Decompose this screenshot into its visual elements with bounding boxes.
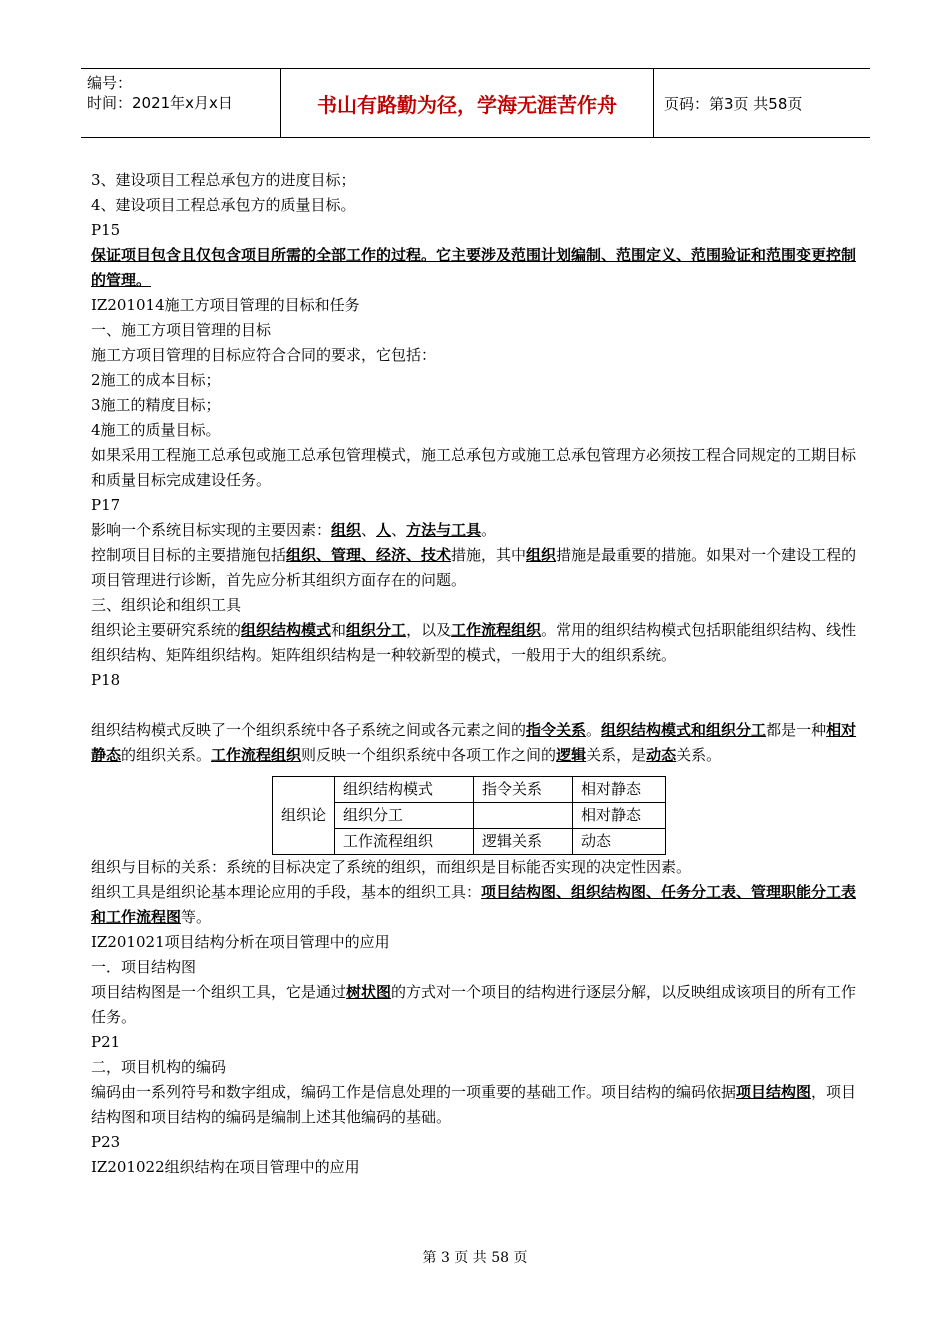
bold-text: 工作流程组织 — [451, 621, 542, 639]
section-heading: 一．项目结构图 — [91, 958, 197, 976]
text: 措施是最重要的措施。如果对一个建设工程的项目管理进行诊断，首先应分析其组织方面存在的问题。 — [91, 546, 857, 589]
text: 的组织关系。 — [121, 746, 212, 764]
bold-text: 方法与工具 — [406, 521, 482, 539]
paragraph: 3、建设项目工程总承包方的进度目标； — [91, 171, 356, 189]
paragraph — [91, 618, 861, 668]
text: 、 — [361, 521, 377, 539]
paragraph — [91, 543, 861, 593]
paragraph: 2施工的成本目标； — [91, 371, 221, 389]
paragraph: P18 — [91, 671, 121, 689]
section-heading: IZ201014施工方项目管理的目标和任务 — [91, 296, 360, 314]
paragraph: 3施工的精度目标； — [91, 396, 221, 414]
table-cell: 指令关系 — [474, 777, 573, 803]
header-page-info: 页码：第3页 共58页 — [664, 94, 803, 113]
bold-text: 组织分工 — [346, 621, 407, 639]
section-heading: IZ201022组织结构在项目管理中的应用 — [91, 1158, 360, 1176]
text: 。常用的组织结构模式包括职能组织结构、线性组织结构、矩阵组织结构。矩阵组织结构是一种较新型的模式，一般用于大的组织系统。 — [91, 621, 857, 664]
bold-text: 组织 — [331, 521, 362, 539]
text: 关系。 — [676, 746, 722, 764]
table-cell: 动态 — [573, 829, 666, 855]
paragraph: 4施工的质量目标。 — [91, 421, 221, 439]
bold-text: 项目结构图、组织结构图、任务分工表、管理职能分工表和工作流程图 — [91, 883, 857, 926]
text: 项目结构图是一个组织工具，它是通过 — [91, 983, 347, 1001]
table-cell: 相对静态 — [573, 803, 666, 829]
text: 关系，是 — [586, 746, 647, 764]
text: 编码由一系列符号和数字组成，编码工作是信息处理的一项重要的基础工作。项目结构的编码依据 — [91, 1083, 737, 1101]
bold-text: 相对静态 — [91, 721, 857, 764]
text: 和 — [331, 621, 347, 639]
text: ，项目结构图和项目结构的编码是编制上述其他编码的基础。 — [91, 1083, 857, 1126]
text: ，以及 — [406, 621, 452, 639]
text: 影响一个系统目标实现的主要因素： — [91, 521, 332, 539]
text: 措施，其中 — [451, 546, 527, 564]
paragraph: P17 — [91, 496, 121, 514]
header-meta — [81, 69, 281, 137]
bold-text: 组织、管理、经济、技术 — [286, 546, 452, 564]
bold-text: 保证项目包 — [91, 246, 167, 264]
bold-text: 组织 — [526, 546, 557, 564]
table-cell — [474, 803, 573, 829]
table-cell: 工作流程组织 — [335, 829, 474, 855]
paragraph — [91, 1080, 861, 1130]
bold-text: 项目所需的全部工作的过程。它主要涉及范围计划编制、范围定义、范围验证和范围变更控制的管理。 — [91, 246, 857, 289]
bold-text: 含且仅包含 — [166, 246, 242, 264]
bold-text: 树状图 — [346, 983, 392, 1001]
paragraph — [91, 243, 861, 293]
paragraph — [91, 980, 861, 1030]
section-heading: 二，项目机构的编码 — [91, 1058, 227, 1076]
document-body — [91, 168, 861, 1180]
bold-text: 逻辑 — [556, 746, 587, 764]
bold-text: 人 — [376, 521, 392, 539]
text: 都是一种 — [766, 721, 827, 739]
text: 。 — [586, 721, 602, 739]
bold-text: 组织结构模式 — [241, 621, 332, 639]
spacer — [91, 693, 861, 718]
section-heading: IZ201021项目结构分析在项目管理中的应用 — [91, 933, 390, 951]
paragraph — [91, 518, 861, 543]
header-number: 编号： — [87, 74, 133, 92]
page-footer: 第 3 页 共 58 页 — [422, 1250, 528, 1266]
page-header — [81, 68, 870, 138]
table-cell: 逻辑关系 — [474, 829, 573, 855]
paragraph: 施工方项目管理的目标应符合合同的要求，它包括： — [91, 346, 437, 364]
bold-text: 项目结构图 — [736, 1083, 812, 1101]
paragraph: P23 — [91, 1133, 121, 1151]
bold-text: 动态 — [646, 746, 677, 764]
text: 组织论主要研究系统的 — [91, 621, 242, 639]
text: 等。 — [181, 908, 212, 926]
table-cell: 相对静态 — [573, 777, 666, 803]
paragraph: 4、建设项目工程总承包方的质量目标。 — [91, 196, 356, 214]
paragraph: 组织与目标的关系：系统的目标决定了系统的组织，而组织是目标能否实现的决定性因素。 — [91, 858, 692, 876]
bold-text: 指令关系 — [526, 721, 587, 739]
table-row — [273, 777, 666, 803]
header-motto: 书山有路勤为径，学海无涯苦作舟 — [281, 69, 654, 137]
paragraph: P21 — [91, 1033, 121, 1051]
paragraph — [91, 718, 861, 768]
paragraph: 如果采用工程施工总承包或施工总承包管理模式，施工总承包方或施工总承包管理方必须按工程合同规定的工期目标和质量目标完成建设任务。 — [91, 446, 857, 489]
header-date: 时间：2021年x月x日 — [87, 94, 233, 112]
table-group-cell: 组织论 — [273, 777, 335, 855]
table-cell: 组织结构模式 — [335, 777, 474, 803]
section-heading: 一、施工方项目管理的目标 — [91, 321, 272, 339]
text: 、 — [391, 521, 407, 539]
text: 组织结构模式反映了一个组织系统中各子系统之间或各元素之间的 — [91, 721, 527, 739]
bold-text: 组织结构模式和组织分工 — [601, 721, 767, 739]
paragraph: P15 — [91, 221, 121, 239]
text: 。 — [481, 521, 497, 539]
text: 则反映一个组织系统中各项工作之间的 — [301, 746, 557, 764]
paragraph — [91, 880, 861, 930]
bold-text: 工作流程组织 — [211, 746, 302, 764]
organization-theory-table — [272, 776, 666, 855]
text: 的方式对一个项目的结构进行逐层分解，以反映组成该项目的所有工作任务。 — [91, 983, 857, 1026]
text: 控制项目目标的主要措施包括 — [91, 546, 287, 564]
text: 组织工具是组织论基本理论应用的手段，基本的组织工具： — [91, 883, 482, 901]
table-cell: 组织分工 — [335, 803, 474, 829]
section-heading: 三、组织论和组织工具 — [91, 596, 242, 614]
